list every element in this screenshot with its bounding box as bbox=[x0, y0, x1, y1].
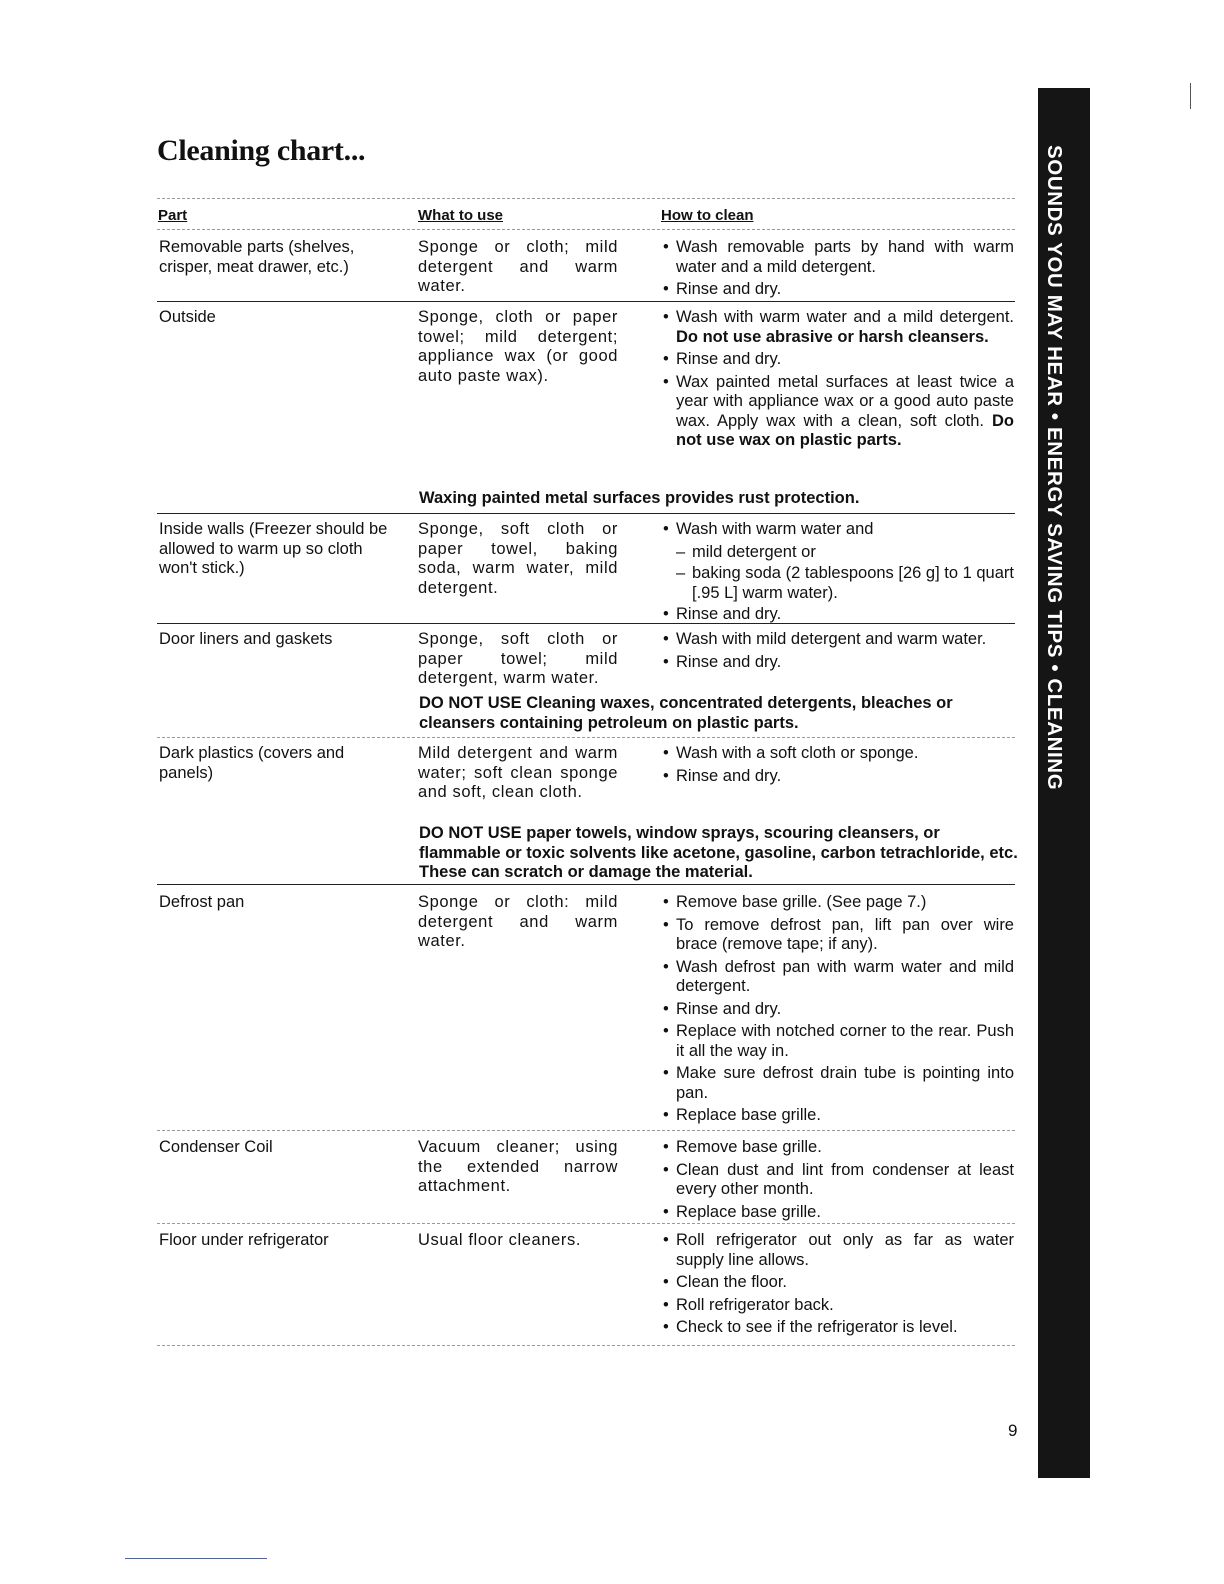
part-cell: Dark plastics (covers and panels) bbox=[159, 744, 345, 782]
list-item: • Wash with warm water and bbox=[662, 520, 1014, 540]
part-cell: Defrost pan bbox=[159, 893, 245, 911]
part-cell: Inside walls (Freezer should be allowed to warm up so cloth won't stick.) bbox=[159, 520, 388, 577]
section-side-tab bbox=[1038, 88, 1090, 1478]
list-item: • To remove defrost pan, lift pan over wire brace (remove tape; if any). bbox=[662, 916, 1014, 955]
list-item: • Rinse and dry. bbox=[662, 605, 1014, 625]
list-item: • Wax painted metal surfaces at least twice a year with appliance wax or a good auto paste wax. Apply wax with a clean, soft cloth. Do not use wax on plastic parts. bbox=[662, 373, 1014, 451]
divider bbox=[157, 229, 1015, 230]
crop-mark bbox=[1190, 83, 1191, 109]
list-item: • Wash with a soft cloth or sponge. bbox=[662, 744, 1014, 764]
list-item: • Check to see if the refrigerator is level. bbox=[662, 1318, 1014, 1338]
part-cell: Outside bbox=[159, 308, 216, 326]
divider bbox=[157, 1345, 1015, 1346]
list-item: • Wash with warm water and a mild detergent. Do not use abrasive or harsh cleansers. bbox=[662, 308, 1014, 347]
what-to-use-cell: Sponge or cloth; mild detergent and warm water. bbox=[418, 238, 618, 295]
divider bbox=[157, 513, 1015, 514]
column-header-part: Part bbox=[158, 207, 188, 224]
what-to-use-cell: Usual floor cleaners. bbox=[418, 1231, 582, 1249]
list-item: • Replace base grille. bbox=[662, 1203, 1014, 1223]
what-to-use-cell: Sponge, soft cloth or paper towel, baking soda, warm water, mild detergent. bbox=[418, 520, 618, 597]
part-cell: Door liners and gaskets bbox=[159, 630, 333, 648]
divider bbox=[157, 1223, 1015, 1224]
sub-list-item: – mild detergent or bbox=[662, 543, 1014, 563]
sub-list-item: – baking soda (2 tablespoons [26 g] to 1 quart [.95 L] warm water). bbox=[662, 564, 1014, 603]
divider bbox=[157, 737, 1015, 738]
list-item: • Wash removable parts by hand with warm water and a mild detergent. bbox=[662, 238, 1014, 277]
page-number: 9 bbox=[1008, 1421, 1018, 1440]
warning-text: Do not use wax on plastic parts. bbox=[676, 411, 1014, 449]
list-item: • Roll refrigerator back. bbox=[662, 1296, 1014, 1316]
divider bbox=[157, 623, 1015, 624]
part-cell: Removable parts (shelves, crisper, meat drawer, etc.) bbox=[159, 238, 355, 276]
page-title: Cleaning chart... bbox=[157, 134, 366, 167]
how-to-clean-cell bbox=[662, 238, 1014, 303]
divider bbox=[157, 198, 1015, 199]
how-to-clean-cell bbox=[662, 520, 1014, 628]
list-item: • Rinse and dry. bbox=[662, 350, 1014, 370]
side-tab-label: SOUNDS YOU MAY HEAR • ENERGY SAVING TIPS • CLEANING bbox=[1043, 145, 1066, 791]
list-item: • Clean dust and lint from condenser at least every other month. bbox=[662, 1161, 1014, 1200]
how-to-clean-cell bbox=[662, 630, 1014, 675]
what-to-use-cell: Sponge or cloth: mild detergent and warm water. bbox=[418, 893, 618, 950]
divider bbox=[157, 1130, 1015, 1131]
what-to-use-cell: Mild detergent and warm water; soft clean sponge and soft, clean cloth. bbox=[418, 744, 618, 801]
footer-line bbox=[125, 1558, 267, 1559]
note-text: Waxing painted metal surfaces provides rust protection. bbox=[419, 489, 860, 507]
part-cell: Condenser Coil bbox=[159, 1138, 273, 1156]
list-item: • Remove base grille. (See page 7.) bbox=[662, 893, 1014, 913]
what-to-use-cell: Sponge, soft cloth or paper towel; mild detergent, warm water. bbox=[418, 630, 618, 687]
how-to-clean-cell bbox=[662, 1231, 1014, 1341]
divider bbox=[157, 884, 1015, 885]
list-item: • Rinse and dry. bbox=[662, 653, 1014, 673]
divider bbox=[157, 301, 1015, 302]
list-item: • Replace base grille. bbox=[662, 1106, 1014, 1126]
how-to-clean-cell bbox=[662, 1138, 1014, 1225]
list-item: • Roll refrigerator out only as far as water supply line allows. bbox=[662, 1231, 1014, 1270]
warning-text: Do not use abrasive or harsh cleansers. bbox=[676, 327, 989, 346]
note-text: DO NOT USE paper towels, window sprays, scouring cleansers, or flammable or toxic solvents like acetone, gasoline, carbon tetrachloride, etc. These can scratch or damage the material. bbox=[419, 824, 1018, 881]
list-item: • Wash with mild detergent and warm water. bbox=[662, 630, 1014, 650]
what-to-use-cell: Sponge, cloth or paper towel; mild detergent; appliance wax (or good auto paste wax). bbox=[418, 308, 618, 385]
how-to-clean-cell bbox=[662, 893, 1014, 1129]
list-item: • Clean the floor. bbox=[662, 1273, 1014, 1293]
part-cell: Floor under refrigerator bbox=[159, 1231, 329, 1249]
column-header-how-to-clean: How to clean bbox=[661, 207, 754, 224]
list-item: • Rinse and dry. bbox=[662, 767, 1014, 787]
how-to-clean-cell bbox=[662, 308, 1014, 454]
list-item: • Remove base grille. bbox=[662, 1138, 1014, 1158]
list-item: • Rinse and dry. bbox=[662, 280, 1014, 300]
how-to-clean-cell bbox=[662, 744, 1014, 789]
list-item: • Wash defrost pan with warm water and mild detergent. bbox=[662, 958, 1014, 997]
list-item: • Make sure defrost drain tube is pointing into pan. bbox=[662, 1064, 1014, 1103]
list-item: • Replace with notched corner to the rear. Push it all the way in. bbox=[662, 1022, 1014, 1061]
what-to-use-cell: Vacuum cleaner; using the extended narrow attachment. bbox=[418, 1138, 618, 1195]
list-item: • Rinse and dry. bbox=[662, 1000, 1014, 1020]
note-text: DO NOT USE Cleaning waxes, concentrated detergents, bleaches or cleansers containing petroleum on plastic parts. bbox=[419, 694, 953, 732]
column-header-what-to-use: What to use bbox=[418, 207, 503, 224]
